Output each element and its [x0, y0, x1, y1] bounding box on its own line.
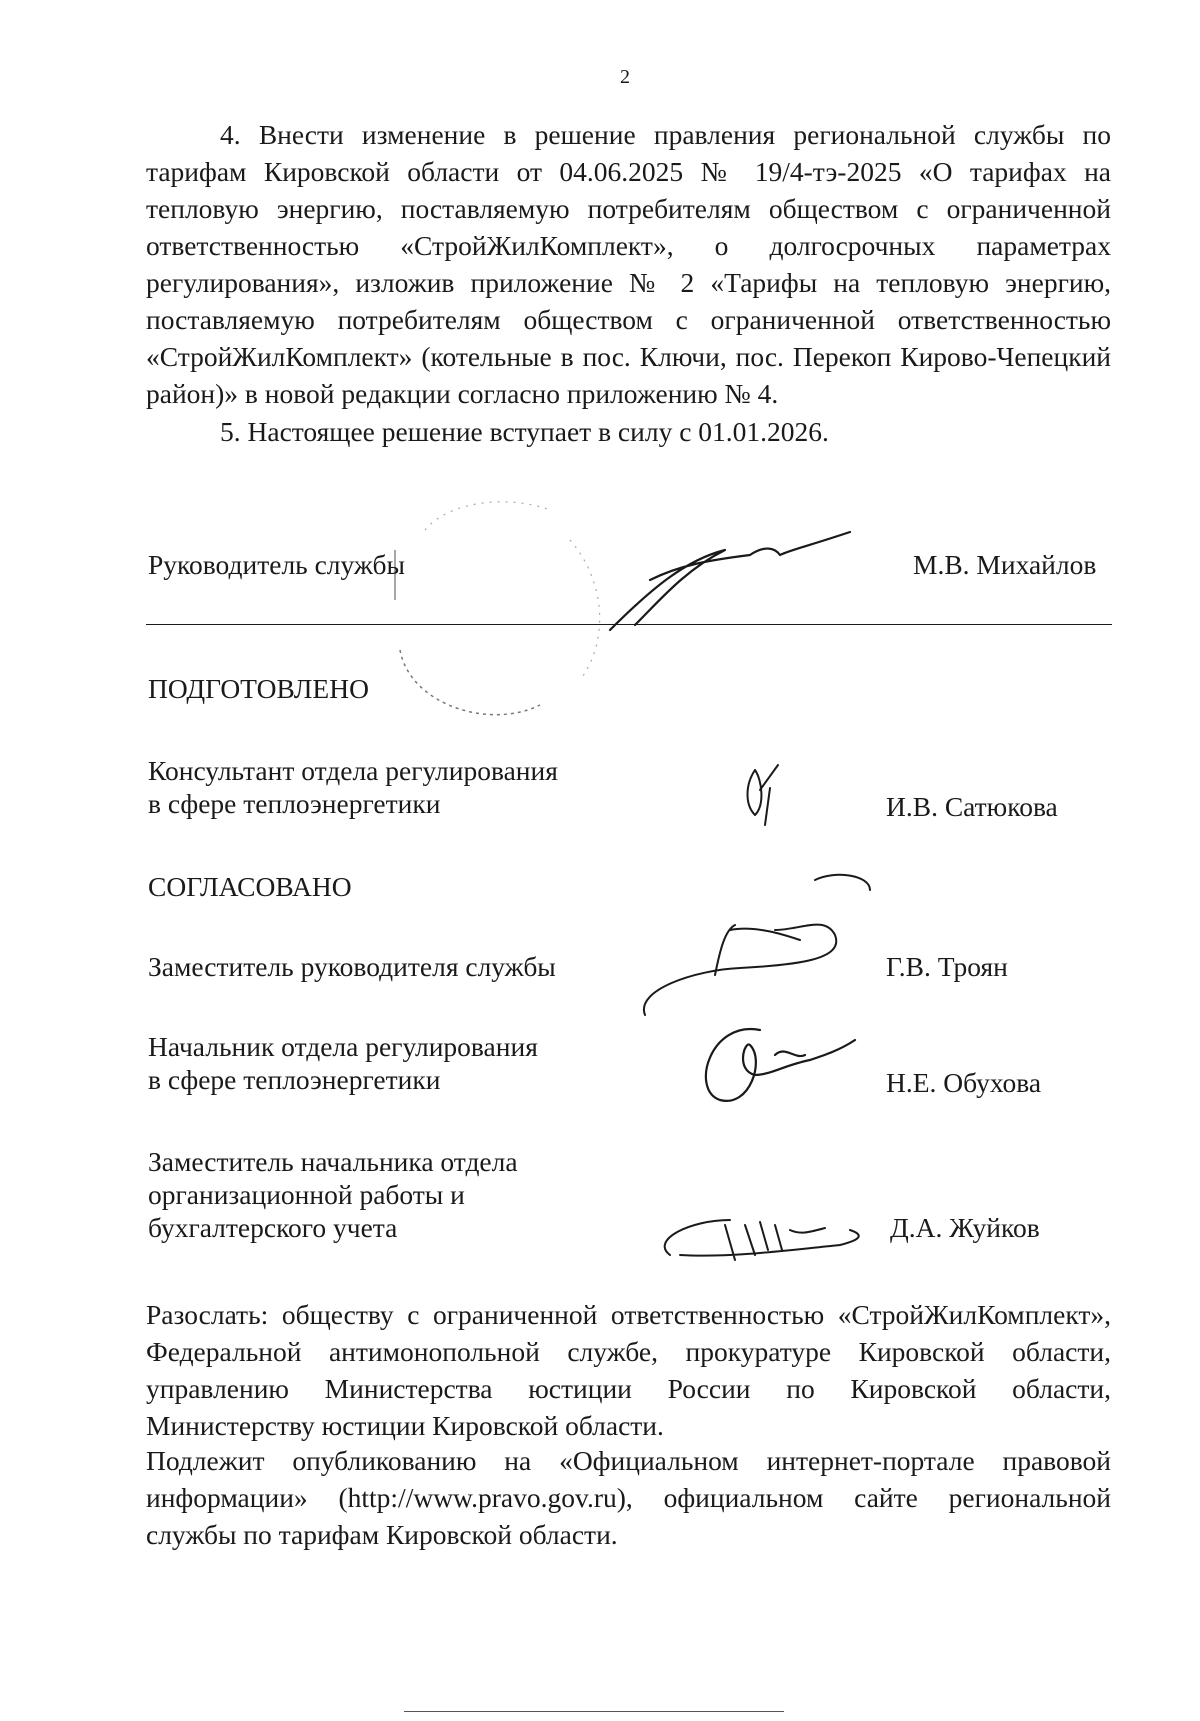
signer3-name: Д.А. Жуйков	[890, 1212, 1040, 1243]
signer3-position-line1: Заместитель начальника отдела	[148, 1146, 518, 1177]
paragraph-5: 5. Настоящее решение вступает в силу с 01.01.2026.	[220, 416, 829, 447]
head-name: М.В. Михайлов	[913, 549, 1097, 580]
head-signature	[590, 520, 870, 640]
signer3-signature	[650, 1200, 870, 1270]
head-position: Руководитель службы	[148, 549, 406, 580]
signer2-position-line1: Начальник отдела регулирования	[148, 1031, 538, 1062]
page-number: 2	[620, 66, 630, 88]
signer3-position-line3: бухгалтерского учета	[148, 1212, 398, 1243]
footer-line	[404, 1711, 784, 1712]
signer1-position: Заместитель руководителя службы	[148, 951, 556, 982]
signer1-name: Г.В. Троян	[886, 951, 1008, 982]
signer1-signature	[635, 860, 875, 1030]
prepared-heading: ПОДГОТОВЛЕНО	[148, 673, 369, 704]
paragraph-4: 4. Внести изменение в решение правления региональной службы по тарифам Кировской области от 04.06.2025 № 19/4-тэ-2025 «О тарифах на тепловую энергию, поставляемую потребителям обществом с ограниченной ответственностью «СтройЖилКомплект», о долгосрочных параметрах регулирования», изложив приложение № 2 «Тарифы на тепловую энергию, поставляемую потребителям обществом с ограниченной ответственностью «СтройЖилКомплект» (котельные в пос. Ключи, пос. Перекоп Кирово-Чепецкий район)» в новой редакции согласно приложению № 4.	[146, 119, 1111, 409]
signer2-position-line2: в сфере теплоэнергетики	[148, 1064, 441, 1095]
prepared-position-line2: в сфере теплоэнергетики	[148, 788, 441, 819]
distribution-list: Разослать: обществу с ограниченной ответственностью «СтройЖилКомплект», Федеральной антимонопольной службе, прокуратуре Кировской области, управлению Министерства юстиции России по Кировской области, Министерству юстиции Кировской области.	[146, 1299, 1111, 1441]
publication-note: Подлежит опубликованию на «Официальном интернет-портале правовой информации» (http://www.pravo.gov.ru), официальном сайте региональной службы по тарифам Кировской области.	[146, 1445, 1111, 1550]
prepared-name: И.В. Сатюкова	[886, 791, 1058, 822]
signature-divider	[146, 624, 1112, 625]
signer2-signature	[690, 1010, 860, 1110]
prepared-signature	[740, 760, 790, 830]
signer3-position-line2: организационной работы и	[148, 1179, 465, 1210]
signer2-name: Н.Е. Обухова	[886, 1067, 1042, 1098]
agreed-heading: СОГЛАСОВАНО	[148, 871, 352, 902]
prepared-position-line1: Консультант отдела регулирования	[148, 755, 558, 786]
